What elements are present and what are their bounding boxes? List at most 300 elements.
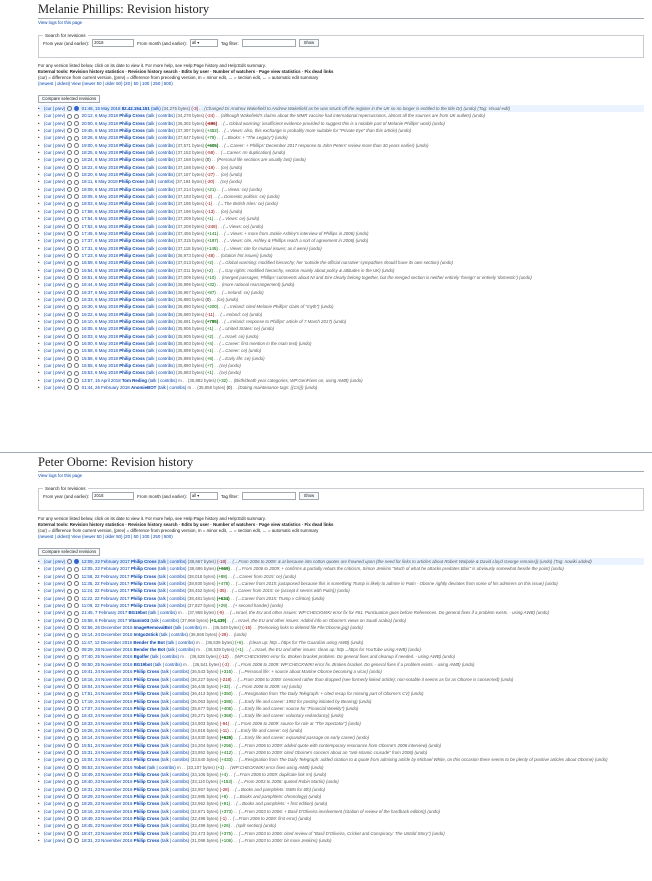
revision-user-link[interactable]: Philip Cross bbox=[119, 128, 145, 134]
revision-date-link[interactable]: 20:12, 6 May 2018 bbox=[81, 113, 118, 119]
radio-new[interactable] bbox=[74, 581, 79, 586]
cur-prev-links[interactable]: (cur | prev) bbox=[44, 245, 66, 251]
cur-prev-links[interactable]: (cur | prev) bbox=[44, 625, 66, 631]
revision-date-link[interactable]: 07:40, 25 November 2016 bbox=[81, 654, 133, 660]
cur-prev-links[interactable]: (cur | prev) bbox=[44, 808, 66, 814]
user-tools-links[interactable]: (talk | contribs) bbox=[146, 142, 175, 148]
revision-user-link[interactable]: Philip Cross bbox=[119, 296, 145, 302]
user-tools-links[interactable]: (talk | contribs) bbox=[146, 208, 175, 214]
revision-date-link[interactable]: 15:55, 6 May 2018 bbox=[81, 363, 118, 369]
cur-prev-links[interactable]: (cur | prev) bbox=[44, 727, 66, 733]
radio-old[interactable] bbox=[67, 253, 72, 258]
paging-links[interactable]: (newest | oldest) View (newer 50 | older 50) (20 | 50 | 100 | 250 | 500) bbox=[38, 534, 173, 539]
cur-prev-links[interactable]: (cur | prev) bbox=[44, 676, 66, 682]
revision-user-link[interactable]: Philip Cross bbox=[119, 157, 145, 163]
user-tools-links[interactable]: (talk | contribs) bbox=[146, 216, 175, 222]
user-tools-links[interactable]: (talk | contribs) bbox=[146, 230, 175, 236]
user-tools-links[interactable]: (talk | contribs) bbox=[160, 757, 190, 763]
radio-old[interactable] bbox=[67, 596, 72, 601]
user-tools-links[interactable]: (talk | contribs) bbox=[160, 786, 190, 792]
radio-new[interactable] bbox=[74, 231, 79, 236]
revision-user-link[interactable]: Philip Cross bbox=[133, 676, 160, 682]
revision-user-link[interactable]: Imtgo2stick bbox=[133, 632, 159, 638]
revision-user-link[interactable]: Bgolfer bbox=[133, 654, 150, 660]
cur-prev-links[interactable]: (cur | prev) bbox=[44, 341, 66, 346]
radio-old[interactable] bbox=[67, 128, 72, 133]
cur-prev-links[interactable]: (cur | prev) bbox=[44, 639, 66, 645]
radio-old[interactable] bbox=[67, 677, 72, 682]
revision-user-link[interactable]: Philip Cross bbox=[133, 727, 160, 733]
radio-old[interactable] bbox=[67, 633, 72, 638]
revision-user-link[interactable]: Philip Cross bbox=[119, 186, 145, 192]
radio-old[interactable] bbox=[67, 721, 72, 726]
radio-old[interactable] bbox=[67, 787, 72, 792]
radio-old[interactable] bbox=[67, 319, 72, 324]
cur-prev-links[interactable]: (cur | prev) bbox=[44, 370, 66, 376]
radio-old[interactable] bbox=[67, 209, 72, 214]
cur-prev-links[interactable]: (cur | prev) bbox=[44, 610, 66, 616]
user-tools-links[interactable]: (talk | contribs) bbox=[148, 610, 177, 616]
radio-old[interactable] bbox=[67, 283, 72, 288]
radio-new[interactable] bbox=[74, 633, 79, 638]
radio-old[interactable] bbox=[67, 831, 72, 836]
radio-old[interactable] bbox=[67, 618, 72, 623]
radio-new[interactable] bbox=[74, 371, 79, 376]
user-tools-links[interactable]: (talk | contribs) bbox=[146, 252, 175, 258]
revision-date-link[interactable]: 11:58, 22 February 2017 bbox=[81, 573, 130, 579]
radio-new[interactable] bbox=[74, 187, 79, 192]
cur-prev-links[interactable]: (cur | prev) bbox=[44, 816, 66, 822]
revision-date-link[interactable]: 18:31, 23 November 2016 bbox=[81, 786, 133, 792]
user-tools-links[interactable]: (talk | contribs) bbox=[146, 282, 175, 288]
radio-new[interactable] bbox=[74, 356, 79, 361]
cur-prev-links[interactable]: (cur | prev) bbox=[44, 377, 66, 383]
radio-new[interactable] bbox=[74, 559, 79, 564]
cur-prev-links[interactable]: (cur | prev) bbox=[44, 566, 66, 572]
revision-date-link[interactable]: 16:54, 6 May 2018 bbox=[81, 267, 118, 273]
radio-old[interactable] bbox=[67, 165, 72, 170]
radio-new[interactable] bbox=[74, 802, 79, 807]
user-tools-links[interactable]: (talk | contribs) bbox=[157, 385, 187, 391]
cur-prev-links[interactable]: (cur | prev) bbox=[44, 142, 66, 148]
revision-user-link[interactable]: Vitamin03 bbox=[128, 617, 150, 623]
cur-prev-links[interactable]: (cur | prev) bbox=[44, 296, 66, 302]
revision-date-link[interactable]: 12:05, 22 February 2017 bbox=[81, 566, 130, 572]
cur-prev-links[interactable]: (cur | prev) bbox=[44, 267, 66, 273]
cur-prev-links[interactable]: (cur | prev) bbox=[44, 385, 66, 391]
user-tools-links[interactable]: (talk | contribs) bbox=[157, 581, 187, 587]
user-tools-links[interactable]: (talk | contribs) bbox=[160, 771, 190, 777]
cur-prev-links[interactable]: (cur | prev) bbox=[44, 683, 66, 689]
revision-user-link[interactable]: Philip Cross bbox=[119, 311, 145, 317]
user-tools-links[interactable]: (talk | contribs) bbox=[160, 676, 190, 682]
revision-user-link[interactable]: Philip Cross bbox=[133, 838, 160, 844]
cur-prev-links[interactable]: (cur | prev) bbox=[44, 749, 66, 755]
user-tools-links[interactable]: (talk | contribs) bbox=[157, 559, 187, 564]
user-tools-links[interactable]: (talk | contribs) bbox=[173, 625, 202, 631]
user-tools-links[interactable]: (talk | contribs) bbox=[145, 179, 175, 185]
cur-prev-links[interactable]: (cur | prev) bbox=[44, 669, 66, 675]
revision-user-link[interactable]: Philip Cross bbox=[133, 786, 160, 792]
revision-date-link[interactable]: 18:03, 6 May 2018 bbox=[81, 201, 118, 207]
user-tools-links[interactable]: (talk | contribs) bbox=[146, 348, 175, 354]
radio-old[interactable] bbox=[67, 187, 72, 192]
user-tools-links[interactable]: (talk | contribs) bbox=[146, 194, 175, 200]
user-tools-links[interactable]: (talk | contribs) bbox=[146, 223, 175, 229]
radio-new[interactable] bbox=[74, 180, 79, 185]
user-tools-links[interactable]: (talk | contribs) bbox=[146, 238, 175, 244]
radio-old[interactable] bbox=[67, 559, 72, 564]
cur-prev-links[interactable]: (cur | prev) bbox=[44, 654, 66, 660]
user-tools-links[interactable]: (talk | contribs) bbox=[160, 749, 190, 755]
cur-prev-links[interactable]: (cur | prev) bbox=[44, 779, 66, 785]
radio-new[interactable] bbox=[74, 290, 79, 295]
radio-new[interactable] bbox=[74, 750, 79, 755]
revision-user-link[interactable]: BG19bot bbox=[128, 610, 147, 616]
revision-date-link[interactable]: 17:07, 24 November 2016 bbox=[81, 705, 133, 711]
cur-prev-links[interactable]: (cur | prev) bbox=[44, 830, 66, 836]
cur-prev-links[interactable]: (cur | prev) bbox=[44, 157, 66, 163]
user-tools-links[interactable]: (talk | contribs) bbox=[157, 573, 187, 579]
radio-new[interactable] bbox=[74, 743, 79, 748]
revision-date-link[interactable]: 17:31, 6 May 2018 bbox=[81, 245, 118, 251]
cur-prev-links[interactable]: (cur | prev) bbox=[44, 617, 66, 623]
radio-new[interactable] bbox=[74, 246, 79, 251]
user-tools-links[interactable]: (talk | contribs) bbox=[166, 639, 195, 645]
radio-new[interactable] bbox=[74, 172, 79, 177]
radio-new[interactable] bbox=[74, 794, 79, 799]
user-tools-links[interactable]: (talk | contribs) bbox=[160, 720, 190, 726]
user-tools-links[interactable]: (talk | contribs) bbox=[146, 318, 175, 324]
radio-new[interactable] bbox=[74, 625, 79, 630]
user-tools-links[interactable]: (talk | contribs) bbox=[160, 801, 190, 807]
radio-old[interactable] bbox=[67, 772, 72, 777]
cur-prev-links[interactable]: (cur | prev) bbox=[44, 120, 66, 126]
revision-user-link[interactable]: Philip Cross bbox=[133, 816, 160, 822]
revision-user-link[interactable]: Philip Cross bbox=[119, 363, 145, 369]
revision-user-link[interactable]: Philip Cross bbox=[119, 245, 145, 251]
cur-prev-links[interactable]: (cur | prev) bbox=[44, 595, 66, 601]
radio-new[interactable] bbox=[74, 692, 79, 697]
radio-old[interactable] bbox=[67, 655, 72, 660]
user-tools-links[interactable]: (talk | contribs) bbox=[146, 311, 175, 317]
user-tools-links[interactable]: (talk | contribs) bbox=[157, 588, 187, 594]
radio-new[interactable] bbox=[74, 809, 79, 814]
user-tools-links[interactable]: (talk | contribs) bbox=[146, 164, 175, 170]
radio-new[interactable] bbox=[74, 611, 79, 616]
radio-old[interactable] bbox=[67, 765, 72, 770]
user-tools-links[interactable]: (talk | contribs) bbox=[146, 326, 175, 332]
revision-date-link[interactable]: 11:09, 22 February 2017 bbox=[81, 603, 130, 609]
revision-date-link[interactable]: 16:43, 24 November 2016 bbox=[81, 713, 133, 719]
radio-old[interactable] bbox=[67, 743, 72, 748]
revision-date-link[interactable]: 17:54, 6 May 2018 bbox=[81, 216, 118, 222]
radio-old[interactable] bbox=[67, 780, 72, 785]
revision-user-link[interactable]: Philip Cross bbox=[119, 304, 145, 310]
radio-new[interactable] bbox=[74, 114, 79, 119]
revision-date-link[interactable]: 19:45, 6 May 2018 bbox=[81, 128, 118, 134]
radio-new[interactable] bbox=[74, 618, 79, 623]
revision-date-link[interactable]: 18:25, 6 May 2018 bbox=[81, 150, 118, 156]
radio-old[interactable] bbox=[67, 378, 72, 383]
radio-new[interactable] bbox=[74, 838, 79, 843]
revision-user-link[interactable]: Philip Cross bbox=[133, 735, 160, 741]
revision-user-link[interactable]: Philip Cross bbox=[133, 713, 160, 719]
user-tools-links[interactable]: (talk | contribs) bbox=[160, 830, 190, 836]
user-tools-links[interactable]: (talk | contribs) bbox=[150, 654, 179, 660]
cur-prev-links[interactable]: (cur | prev) bbox=[44, 113, 66, 119]
radio-new[interactable] bbox=[74, 239, 79, 244]
radio-old[interactable] bbox=[67, 589, 72, 594]
revision-user-link[interactable]: Philip Cross bbox=[119, 216, 145, 222]
revision-user-link[interactable]: Philip Cross bbox=[133, 771, 160, 777]
revision-date-link[interactable]: 21:45, 7 February 2017 bbox=[81, 610, 128, 616]
radio-old[interactable] bbox=[67, 662, 72, 667]
revision-user-link[interactable]: Philip Cross bbox=[119, 113, 145, 119]
revision-user-link[interactable]: Philip Cross bbox=[133, 691, 160, 697]
revision-user-link[interactable]: Philip Cross bbox=[133, 742, 160, 748]
cur-prev-links[interactable]: (cur | prev) bbox=[44, 581, 66, 587]
radio-new[interactable] bbox=[74, 699, 79, 704]
revision-user-link[interactable]: Philip Cross bbox=[119, 326, 145, 332]
radio-old[interactable] bbox=[67, 194, 72, 199]
cur-prev-links[interactable]: (cur | prev) bbox=[44, 573, 66, 579]
revision-user-link[interactable]: Philip Cross bbox=[119, 194, 145, 200]
revision-date-link[interactable]: 18:16, 23 November 2016 bbox=[81, 808, 133, 814]
revision-user-link[interactable]: Philip Cross bbox=[119, 333, 145, 339]
radio-new[interactable] bbox=[74, 194, 79, 199]
radio-old[interactable] bbox=[67, 239, 72, 244]
user-tools-links[interactable]: (talk | contribs) bbox=[146, 355, 175, 361]
radio-new[interactable] bbox=[74, 297, 79, 302]
radio-old[interactable] bbox=[67, 574, 72, 579]
radio-new[interactable] bbox=[74, 772, 79, 777]
cur-prev-links[interactable]: (cur | prev) bbox=[44, 794, 66, 799]
revision-date-link[interactable]: 19:00, 6 May 2018 bbox=[81, 142, 118, 148]
cur-prev-links[interactable]: (cur | prev) bbox=[44, 304, 66, 310]
revision-date-link[interactable]: 16:37, 6 May 2018 bbox=[81, 289, 118, 295]
revision-date-link[interactable]: 17:51, 24 November 2016 bbox=[81, 691, 133, 697]
revision-user-link[interactable]: Philip Cross bbox=[133, 830, 160, 836]
user-tools-links[interactable]: (talk | contribs) bbox=[146, 296, 175, 302]
radio-old[interactable] bbox=[67, 158, 72, 163]
revision-date-link[interactable]: 15:53, 6 May 2018 bbox=[81, 370, 118, 376]
radio-old[interactable] bbox=[67, 327, 72, 332]
radio-new[interactable] bbox=[74, 574, 79, 579]
user-tools-links[interactable]: (talk | contribs) bbox=[160, 838, 190, 844]
revision-date-link[interactable]: 18:29, 23 November 2016 bbox=[81, 794, 133, 799]
revision-date-link[interactable]: 15:31, 24 November 2016 bbox=[81, 749, 133, 755]
revision-user-link[interactable]: Philip Cross bbox=[133, 808, 160, 814]
revision-user-link[interactable]: ImageRemovalBot bbox=[133, 625, 172, 631]
revision-user-link[interactable]: Philip Cross bbox=[119, 120, 145, 126]
revision-user-link[interactable]: Philip Cross bbox=[119, 341, 145, 346]
cur-prev-links[interactable]: (cur | prev) bbox=[44, 311, 66, 317]
tag-filter-input[interactable] bbox=[242, 492, 296, 500]
user-tools-links[interactable]: (talk | contribs) bbox=[159, 632, 188, 638]
revision-user-link[interactable]: Philip Cross bbox=[119, 267, 145, 273]
radio-new[interactable] bbox=[74, 816, 79, 821]
revision-user-link[interactable]: Philip Cross bbox=[130, 573, 157, 579]
radio-new[interactable] bbox=[74, 765, 79, 770]
radio-new[interactable] bbox=[74, 385, 79, 390]
cur-prev-links[interactable]: (cur | prev) bbox=[44, 326, 66, 332]
revision-date-link[interactable]: 16:05, 6 May 2018 bbox=[81, 326, 118, 332]
user-tools-links[interactable]: (talk | contribs) bbox=[146, 333, 175, 339]
radio-new[interactable] bbox=[74, 261, 79, 266]
revision-user-link[interactable]: Philip Cross bbox=[133, 698, 160, 704]
radio-old[interactable] bbox=[67, 106, 72, 111]
revision-date-link[interactable]: 16:59, 6 May 2018 bbox=[81, 260, 118, 266]
radio-new[interactable] bbox=[74, 305, 79, 310]
revision-date-link[interactable]: 17:58, 6 May 2018 bbox=[81, 208, 118, 214]
radio-new[interactable] bbox=[74, 106, 79, 111]
revision-date-link[interactable]: 17:37, 6 May 2018 bbox=[81, 238, 118, 244]
revision-user-link[interactable]: Philip Cross bbox=[130, 581, 157, 587]
radio-old[interactable] bbox=[67, 684, 72, 689]
radio-old[interactable] bbox=[67, 728, 72, 733]
user-tools-links[interactable]: (talk | contribs) bbox=[153, 661, 182, 667]
user-tools-links[interactable]: (talk | contribs) bbox=[160, 735, 190, 741]
radio-new[interactable] bbox=[74, 327, 79, 332]
revision-date-link[interactable]: 18:09, 6 May 2018 bbox=[81, 186, 118, 192]
revision-date-link[interactable]: 18:45, 23 November 2016 bbox=[81, 823, 133, 829]
radio-new[interactable] bbox=[74, 662, 79, 667]
revision-date-link[interactable]: 11:24, 22 February 2017 bbox=[81, 588, 130, 594]
revision-user-link[interactable]: Philip Cross bbox=[130, 603, 157, 609]
radio-new[interactable] bbox=[74, 758, 79, 763]
cur-prev-links[interactable]: (cur | prev) bbox=[44, 786, 66, 792]
revision-user-link[interactable]: Philip Cross bbox=[133, 757, 160, 763]
radio-old[interactable] bbox=[67, 692, 72, 697]
tag-filter-input[interactable] bbox=[242, 39, 296, 47]
radio-old[interactable] bbox=[67, 349, 72, 354]
user-tools-links[interactable]: (talk | contribs) bbox=[160, 705, 190, 711]
revision-user-link[interactable]: Philip Cross bbox=[133, 823, 160, 829]
radio-old[interactable] bbox=[67, 363, 72, 368]
radio-new[interactable] bbox=[74, 378, 79, 383]
radio-old[interactable] bbox=[67, 290, 72, 295]
cur-prev-links[interactable]: (cur | prev) bbox=[44, 838, 66, 844]
revision-user-link[interactable]: Philip Cross bbox=[119, 355, 145, 361]
radio-new[interactable] bbox=[74, 319, 79, 324]
revision-date-link[interactable]: 02:56, 26 December 2016 bbox=[81, 625, 133, 631]
user-tools-links[interactable]: (talk | contribs) bbox=[146, 128, 175, 134]
user-tools-links[interactable]: (talk | contribs) bbox=[157, 566, 187, 572]
radio-old[interactable] bbox=[67, 121, 72, 126]
radio-new[interactable] bbox=[74, 714, 79, 719]
revision-user-link[interactable]: Philip Cross bbox=[119, 230, 145, 236]
radio-old[interactable] bbox=[67, 114, 72, 119]
compare-revisions-button[interactable]: Compare selected revisions bbox=[38, 95, 100, 103]
revision-user-link[interactable]: Philip Cross bbox=[119, 223, 145, 229]
revision-user-link[interactable]: Philip Cross bbox=[119, 172, 145, 178]
revision-date-link[interactable]: 18:22, 6 May 2018 bbox=[81, 164, 118, 170]
year-input[interactable]: 2018 bbox=[92, 492, 134, 500]
radio-old[interactable] bbox=[67, 647, 72, 652]
cur-prev-links[interactable]: (cur | prev) bbox=[44, 172, 66, 178]
cur-prev-links[interactable]: (cur | prev) bbox=[44, 757, 66, 763]
cur-prev-links[interactable]: (cur | prev) bbox=[44, 230, 66, 236]
radio-old[interactable] bbox=[67, 202, 72, 207]
revision-user-link[interactable]: Philip Cross bbox=[133, 801, 160, 807]
radio-new[interactable] bbox=[74, 349, 79, 354]
user-tools-links[interactable]: (talk | contribs) bbox=[160, 808, 190, 814]
cur-prev-links[interactable]: (cur | prev) bbox=[44, 647, 66, 653]
radio-old[interactable] bbox=[67, 750, 72, 755]
radio-new[interactable] bbox=[74, 334, 79, 339]
paging-links[interactable]: (newest | oldest) View (newer 50 | older 50) (20 | 50 | 100 | 250 | 500) bbox=[38, 81, 173, 86]
revision-user-link[interactable]: Philip Cross bbox=[119, 318, 145, 324]
cur-prev-links[interactable]: (cur | prev) bbox=[44, 333, 66, 339]
radio-old[interactable] bbox=[67, 334, 72, 339]
radio-new[interactable] bbox=[74, 341, 79, 346]
user-tools-links[interactable]: (talk | contribs) bbox=[160, 698, 190, 704]
revision-user-link[interactable]: Philip Cross bbox=[130, 595, 157, 601]
radio-old[interactable] bbox=[67, 356, 72, 361]
radio-old[interactable] bbox=[67, 180, 72, 185]
revision-date-link[interactable]: 11:22, 22 February 2017 bbox=[81, 595, 130, 601]
radio-old[interactable] bbox=[67, 246, 72, 251]
user-tools-links[interactable]: (talk | contribs) bbox=[146, 150, 175, 156]
revision-user-link[interactable]: Philip Cross bbox=[119, 274, 145, 280]
revision-date-link[interactable]: 18:25, 23 November 2016 bbox=[81, 801, 133, 807]
revision-date-link[interactable]: 16:30, 6 May 2018 bbox=[81, 304, 118, 310]
cur-prev-links[interactable]: (cur | prev) bbox=[44, 735, 66, 741]
radio-new[interactable] bbox=[74, 268, 79, 273]
revision-user-link[interactable]: Philip Cross bbox=[133, 794, 160, 799]
radio-old[interactable] bbox=[67, 305, 72, 310]
cur-prev-links[interactable]: (cur | prev) bbox=[44, 238, 66, 244]
user-tools-links[interactable]: (talk | contribs) bbox=[157, 595, 187, 601]
revision-user-link[interactable]: Philip Cross bbox=[119, 142, 145, 148]
cur-prev-links[interactable]: (cur | prev) bbox=[44, 164, 66, 170]
radio-new[interactable] bbox=[74, 275, 79, 280]
revision-date-link[interactable]: 16:03, 6 May 2018 bbox=[81, 333, 118, 339]
cur-prev-links[interactable]: (cur | prev) bbox=[44, 318, 66, 324]
radio-old[interactable] bbox=[67, 385, 72, 390]
revision-user-link[interactable]: Philip Cross bbox=[133, 669, 160, 675]
cur-prev-links[interactable]: (cur | prev) bbox=[44, 348, 66, 354]
radio-old[interactable] bbox=[67, 758, 72, 763]
cur-prev-links[interactable]: (cur | prev) bbox=[44, 289, 66, 295]
cur-prev-links[interactable]: (cur | prev) bbox=[44, 698, 66, 704]
cur-prev-links[interactable]: (cur | prev) bbox=[44, 201, 66, 207]
revision-date-link[interactable]: 18:11, 6 May 2018 bbox=[81, 179, 118, 185]
revision-date-link[interactable]: 19:26, 6 May 2018 bbox=[81, 135, 118, 141]
radio-new[interactable] bbox=[74, 670, 79, 675]
cur-prev-links[interactable]: (cur | prev) bbox=[44, 588, 66, 594]
radio-new[interactable] bbox=[74, 217, 79, 222]
user-tools-links[interactable]: (talk | contribs) bbox=[146, 135, 175, 141]
radio-new[interactable] bbox=[74, 150, 79, 155]
revision-date-link[interactable]: 08:29, 28 November 2016 bbox=[81, 647, 133, 653]
user-tools-links[interactable]: (talk | contribs) bbox=[146, 289, 175, 295]
revision-user-link[interactable]: Philip Cross bbox=[119, 208, 145, 214]
revision-user-link[interactable]: Philip Cross bbox=[119, 348, 145, 354]
radio-new[interactable] bbox=[74, 831, 79, 836]
revision-date-link[interactable]: 18:49, 23 November 2016 bbox=[81, 771, 133, 777]
revision-date-link[interactable]: 18:49, 23 November 2016 bbox=[81, 816, 133, 822]
user-tools-links[interactable]: (talk | contribs) bbox=[146, 370, 175, 376]
radio-old[interactable] bbox=[67, 268, 72, 273]
user-tools-links[interactable]: (talk | contribs) bbox=[160, 816, 190, 822]
radio-old[interactable] bbox=[67, 261, 72, 266]
radio-new[interactable] bbox=[74, 128, 79, 133]
radio-new[interactable] bbox=[74, 121, 79, 126]
revision-date-link[interactable]: 12:09, 22 February 2017 bbox=[81, 559, 130, 564]
revision-user-link[interactable]: Yobot bbox=[133, 764, 146, 770]
